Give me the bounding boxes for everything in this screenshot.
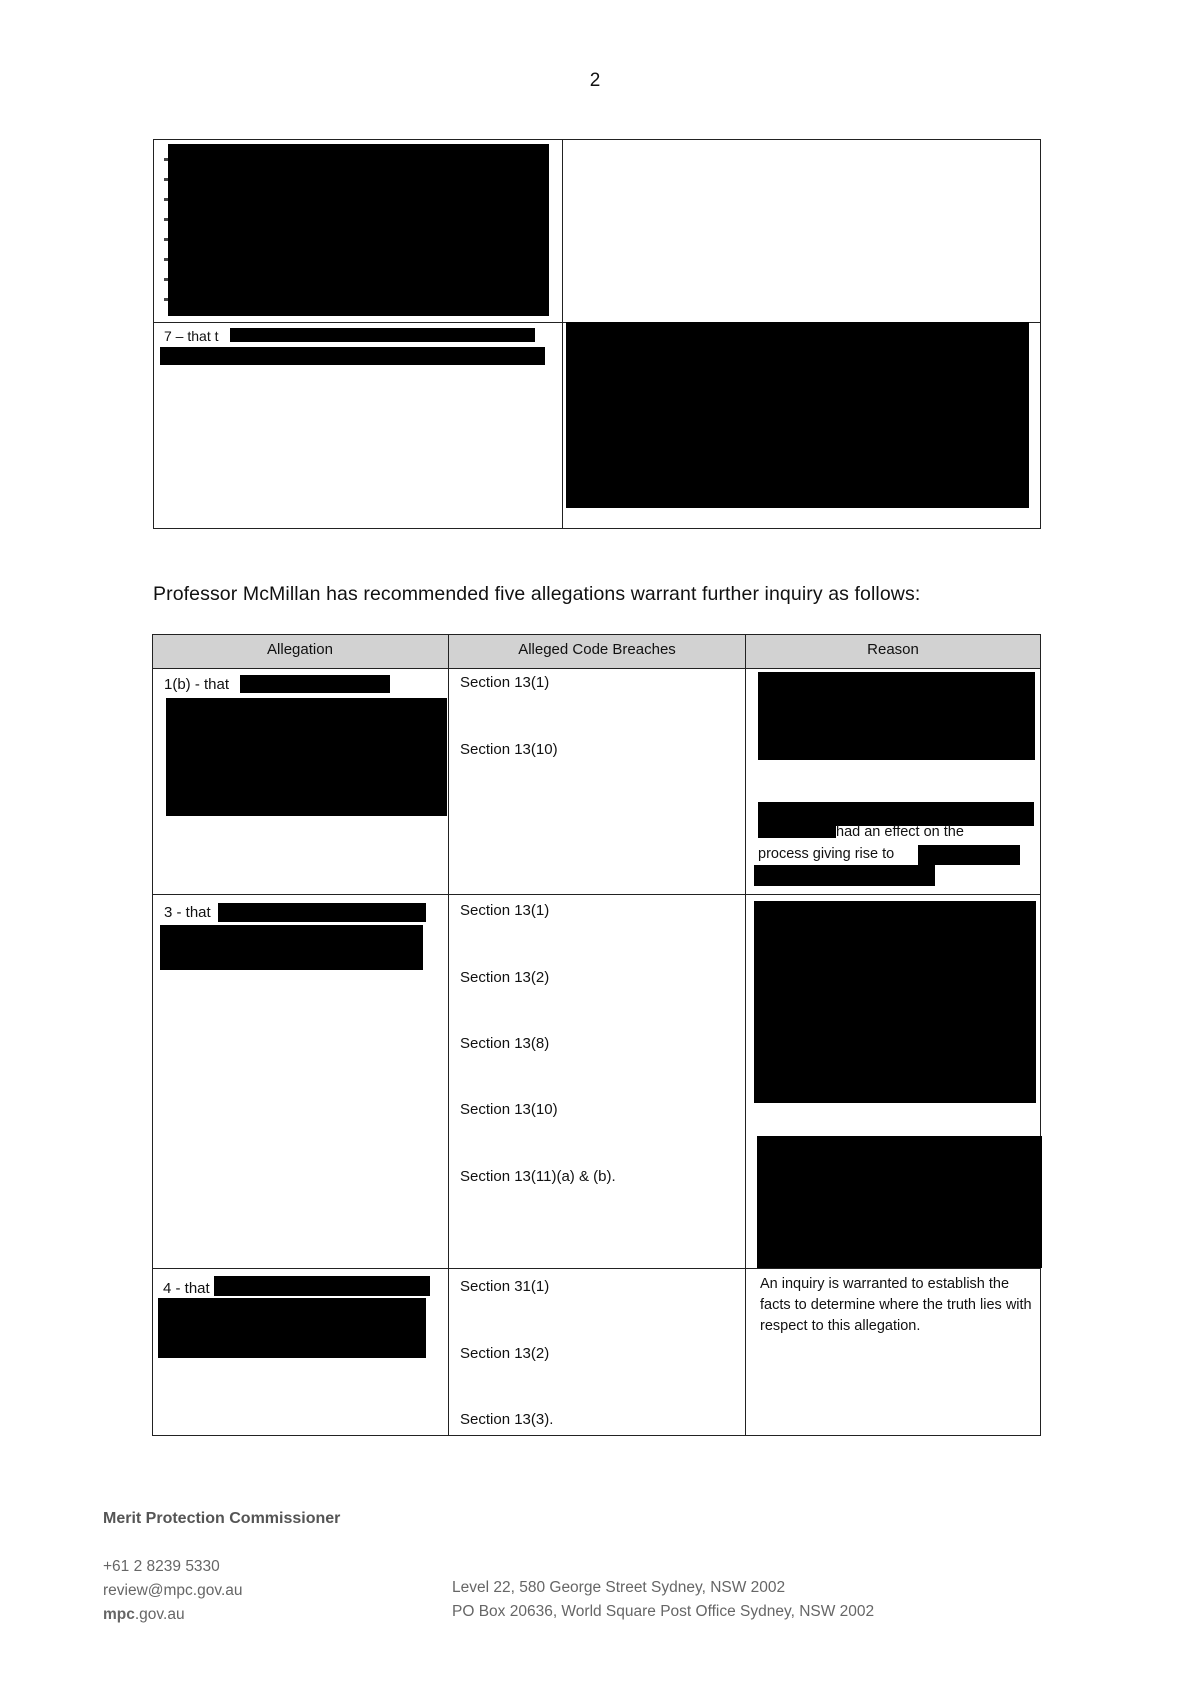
- table-border-left: [152, 634, 153, 1436]
- intro-paragraph: Professor McMillan has recommended five allegations warrant further inquiry as follows:: [153, 583, 921, 605]
- allegation-1b-label: 1(b) - that: [164, 676, 230, 693]
- redaction-block: [758, 826, 836, 838]
- redaction-block: [240, 675, 390, 693]
- page-number: 2: [589, 70, 601, 91]
- header-reason: Reason: [746, 635, 1040, 669]
- redaction-edge-remnant: [164, 146, 168, 314]
- breach-item: Section 13(1): [460, 674, 550, 691]
- redaction-block: [218, 903, 426, 922]
- breach-item: Section 13(1): [460, 902, 550, 919]
- redaction-block: [566, 322, 1029, 508]
- table-border-right: [1040, 139, 1041, 529]
- breach-item: Section 13(3).: [460, 1411, 554, 1428]
- table-border-bottom: [153, 528, 1041, 529]
- redaction-block: [214, 1276, 430, 1296]
- redaction-block: [918, 845, 1020, 865]
- table-border-bottom: [152, 1435, 1041, 1436]
- allegation-4-label: 4 - that: [163, 1280, 210, 1297]
- table-row-divider: [152, 1268, 1041, 1269]
- table-border-top: [153, 139, 1041, 140]
- redaction-block: [230, 328, 535, 342]
- footer-email[interactable]: review@mpc.gov.au: [103, 1582, 243, 1599]
- breach-item: Section 13(11)(a) & (b).: [460, 1168, 616, 1185]
- footer-address-line-2: PO Box 20636, World Square Post Office Sydney, NSW 2002: [452, 1603, 875, 1620]
- footer-website-bold: mpc: [103, 1606, 135, 1623]
- breach-item: Section 13(10): [460, 741, 558, 758]
- redaction-block: [168, 144, 549, 316]
- footer-organisation: Merit Protection Commissioner: [103, 1510, 341, 1527]
- table-row-divider: [152, 894, 1041, 895]
- footer-address-line-1: Level 22, 580 George Street Sydney, NSW 2002: [452, 1579, 786, 1596]
- breach-item: Section 13(2): [460, 969, 550, 986]
- allegation-7-label: 7 – that t: [164, 328, 219, 344]
- footer-website-rest: .gov.au: [134, 1606, 185, 1623]
- table-border-right: [1040, 634, 1041, 1436]
- redaction-block: [754, 865, 935, 886]
- footer-phone: +61 2 8239 5330: [103, 1558, 220, 1575]
- redaction-block: [160, 347, 545, 365]
- header-allegation: Allegation: [152, 635, 448, 669]
- table-border-top: [152, 634, 1041, 635]
- redaction-block: [158, 1298, 426, 1358]
- header-alleged-code-breaches: Alleged Code Breaches: [449, 635, 745, 669]
- table-header-divider: [152, 668, 1041, 669]
- table-border-left: [153, 139, 154, 529]
- table-column-divider: [448, 634, 449, 1436]
- reason-fragment: had an effect on the: [836, 824, 964, 840]
- table-column-divider: [745, 634, 746, 1436]
- breach-item: Section 13(8): [460, 1035, 550, 1052]
- redaction-block: [758, 672, 1035, 760]
- breach-item: Section 31(1): [460, 1278, 550, 1295]
- redaction-block: [160, 925, 423, 970]
- breach-item: Section 13(10): [460, 1101, 558, 1118]
- redaction-block: [166, 698, 447, 816]
- redaction-block: [757, 1136, 1042, 1268]
- reason-fragment: process giving rise to: [758, 846, 895, 862]
- breach-item: Section 13(2): [460, 1345, 550, 1362]
- redaction-block: [754, 901, 1036, 1103]
- footer-website[interactable]: [103, 1606, 185, 1624]
- allegation-3-label: 3 - that: [164, 904, 211, 921]
- table-column-divider: [562, 139, 563, 529]
- reason-text: An inquiry is warranted to establish the facts to determine where the truth lies with respect to this allegation.: [760, 1276, 1032, 1334]
